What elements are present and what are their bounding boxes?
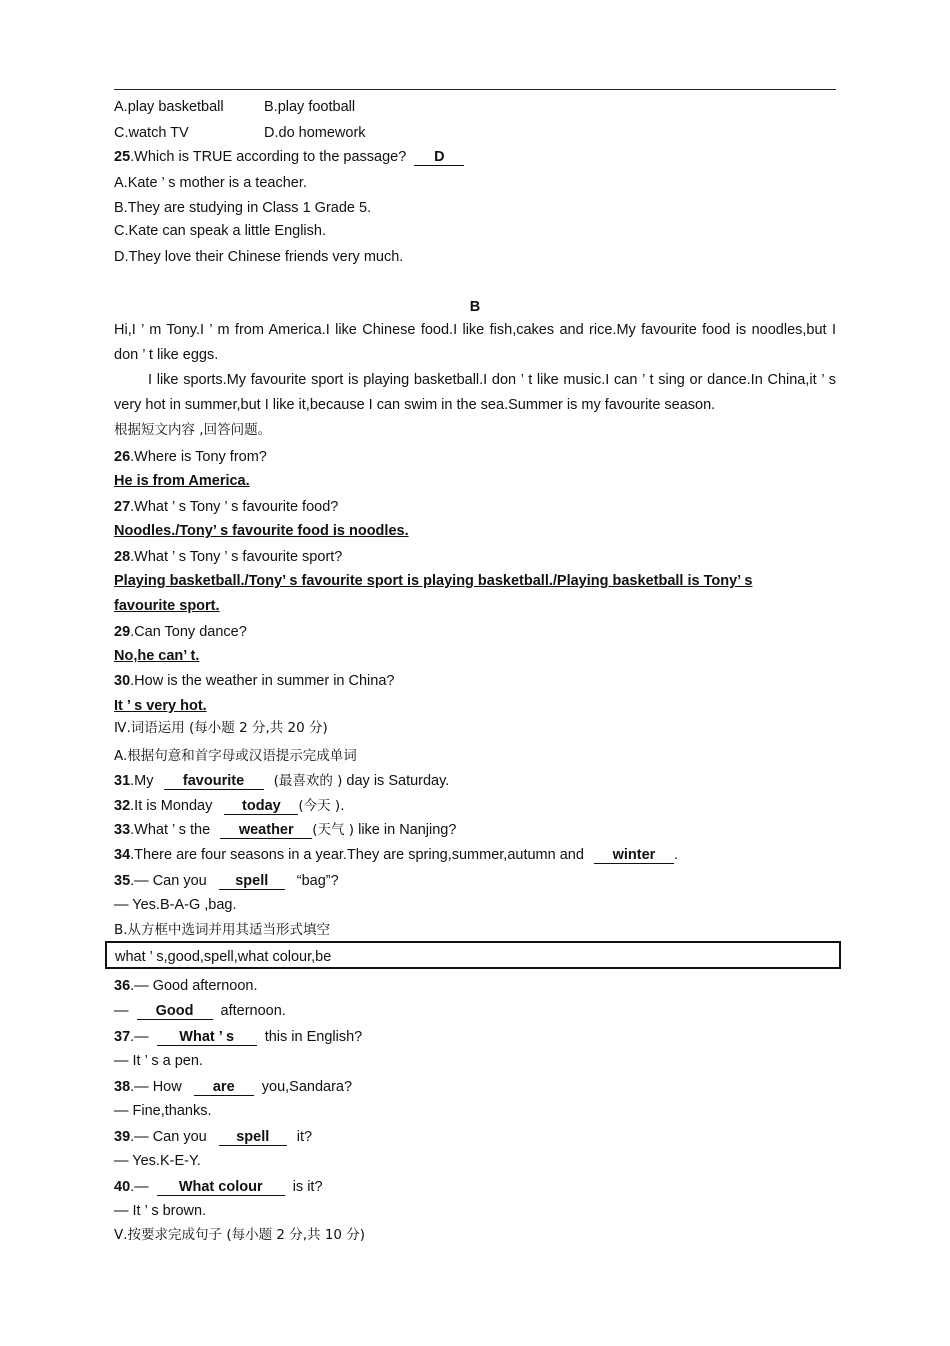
q25-answer: D (414, 149, 464, 166)
q26-question: 26.Where is Tony from? (114, 449, 267, 465)
q38-reply: — Fine,thanks. (114, 1103, 212, 1119)
word-box-text: what ’ s,good,spell,what colour,be (115, 949, 332, 965)
q36-line-1: 36.— Good afternoon. (114, 978, 258, 994)
q30-answer: It ’ s very hot. (114, 698, 207, 714)
q31: 31.My favourite (最喜欢的 ) day is Saturday. (114, 773, 450, 789)
q40: 40.— What colour is it? (114, 1179, 323, 1195)
q37: 37.— What ’ s this in English? (114, 1029, 363, 1045)
q39-reply: — Yes.K-E-Y. (114, 1153, 201, 1169)
section-4-part-b: B.从方框中选词并用其适当形式填空 (114, 922, 331, 938)
q29-answer: No,he can’ t. (114, 648, 200, 664)
q37-reply: — It ’ s a pen. (114, 1053, 203, 1069)
q25-option-d: D.They love their Chinese friends very much. (114, 249, 404, 265)
q30-question: 30.How is the weather in summer in China? (114, 673, 395, 689)
q36-line-2: — Good afternoon. (114, 1003, 286, 1019)
q37-answer: What ’ s (157, 1029, 257, 1046)
q34-answer: winter (594, 847, 674, 864)
q38: 38.— How are you,Sandara? (114, 1079, 353, 1095)
q33: 33.What ’ s the weather (天气 ) like in Nanjing? (114, 822, 457, 838)
q36-answer: Good (137, 1003, 213, 1020)
q26-answer: He is from America. (114, 473, 250, 489)
q25-option-c: C.Kate can speak a little English. (114, 223, 326, 239)
q32-answer: today (224, 798, 298, 815)
q38-answer: are (194, 1079, 254, 1096)
q35-answer: spell (219, 873, 285, 890)
q29-question: 29.Can Tony dance? (114, 624, 247, 640)
option-d: D.do homework (264, 125, 366, 141)
option-b: B.play football (264, 99, 356, 115)
top-rule (114, 89, 836, 90)
q25-option-b: B.They are studying in Class 1 Grade 5. (114, 200, 372, 216)
q39: 39.— Can you spell it? (114, 1129, 313, 1145)
q28-answer-line-2: favourite sport. (114, 598, 220, 614)
section-b-title: B (469, 299, 481, 315)
q24-options-row-2 (114, 124, 366, 142)
passage-instruction: 根据短文内容 ,回答问题。 (114, 422, 272, 438)
q32: 32.It is Monday today (今天 ). (114, 798, 345, 814)
option-c: C.watch TV (114, 125, 189, 141)
section-4-title: Ⅳ.词语运用 (每小题 2 分,共 20 分) (114, 720, 328, 736)
q34: 34.There are four seasons in a year.They are spring,summer,autumn and winter . (114, 847, 678, 863)
q27-answer: Noodles./Tony’ s favourite food is noodles. (114, 523, 409, 539)
q25-question: 25.Which is TRUE according to the passage? D (114, 148, 464, 166)
section-4-part-a: A.根据句意和首字母或汉语提示完成单词 (114, 748, 357, 764)
q39-answer: spell (219, 1129, 287, 1146)
q24-options-row-1 (114, 98, 356, 116)
q31-answer: favourite (164, 773, 264, 790)
passage-paragraph-1: Hi,I ’ m Tony.I ’ m from America.I like Chinese food.I like fish,cakes and rice.My favourite food is noodles,but I don ’ t like eggs. (114, 322, 836, 363)
section-5-title: Ⅴ.按要求完成句子 (每小题 2 分,共 10 分) (114, 1227, 366, 1243)
q33-answer: weather (220, 822, 312, 839)
q35-reply: — Yes.B-A-G ,bag. (114, 897, 237, 913)
q40-answer: What colour (157, 1179, 285, 1196)
word-box (105, 941, 841, 969)
q25-option-a: A.Kate ’ s mother is a teacher. (114, 175, 307, 191)
q27-question: 27.What ’ s Tony ’ s favourite food? (114, 499, 339, 515)
q35: 35.— Can you spell “bag”? (114, 873, 339, 889)
q28-question: 28.What ’ s Tony ’ s favourite sport? (114, 549, 343, 565)
q28-answer-line-1: Playing basketball./Tony’ s favourite sport is playing basketball./Playing basketball is Tony’ s (114, 573, 753, 589)
q40-reply: — It ’ s brown. (114, 1203, 207, 1219)
passage-paragraph-2: I like sports.My favourite sport is playing basketball.I don ’ t like music.I can ’ t sing or dance.In China,it ’ s very hot in summer,but I like it,because I can swim in the sea.Summer is my favourite season. (114, 372, 836, 413)
option-a: A.play basketball (114, 99, 224, 115)
